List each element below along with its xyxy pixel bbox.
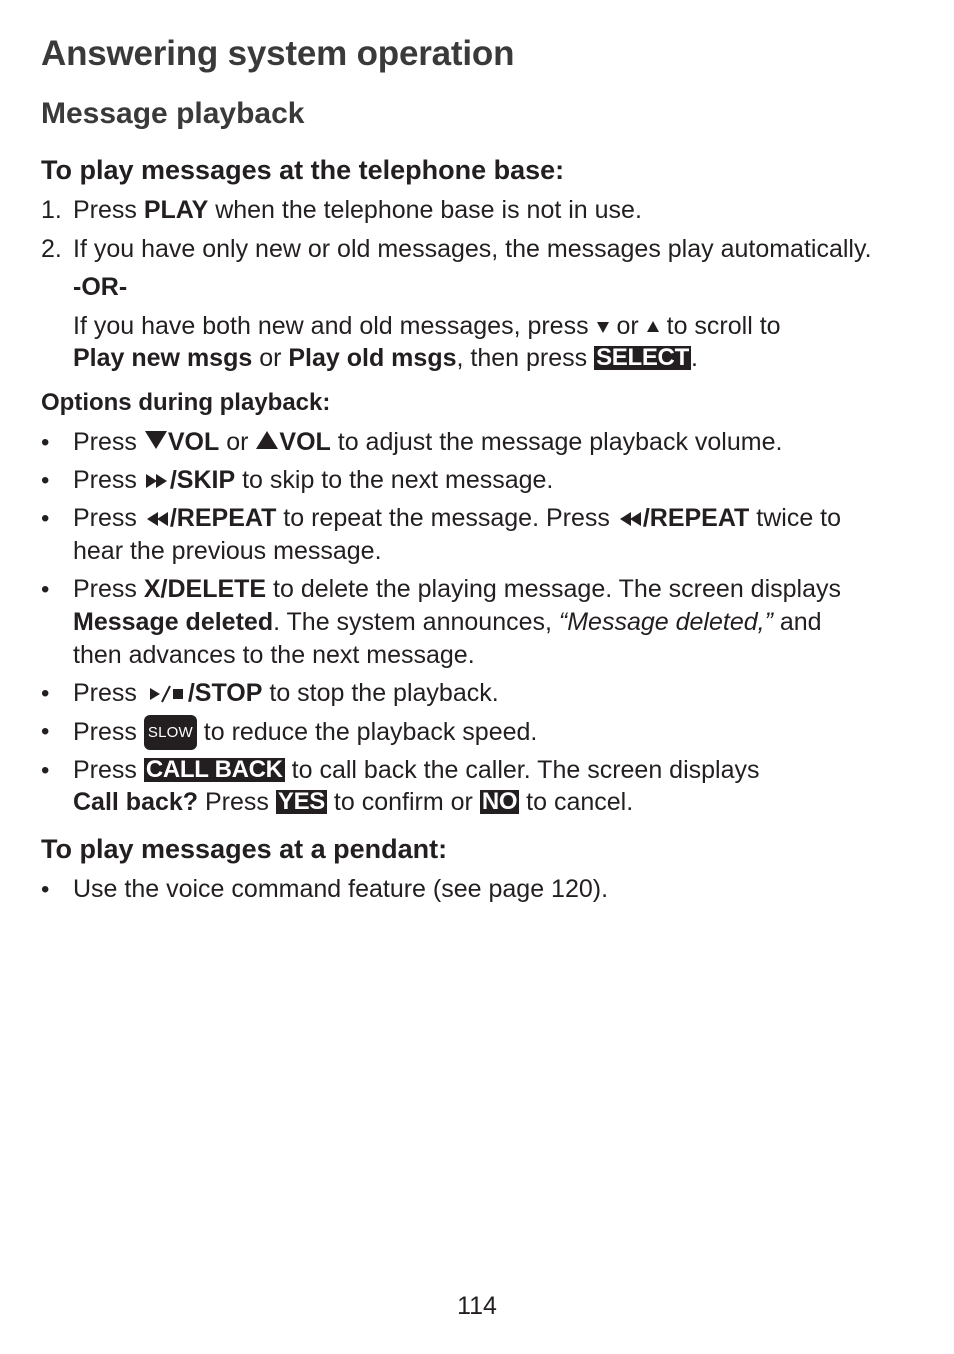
step-number-1: 1. xyxy=(41,196,62,224)
pendant-heading: To play messages at a pendant: xyxy=(41,834,448,864)
step-1: Press PLAY when the telephone base is not in use. xyxy=(73,196,642,224)
step-2-alt-options: Play new msgs or Play old msgs, then press SELECT. xyxy=(73,344,698,372)
play-old-msgs: Play old msgs xyxy=(288,344,457,372)
option-stop: Press /STOP to stop the playback. xyxy=(73,679,499,707)
bullet: • xyxy=(41,876,50,903)
page-title: Answering system operation xyxy=(41,34,515,73)
down-arrow-icon xyxy=(596,320,610,334)
option-delete-cont-2: then advances to the next message. xyxy=(73,641,475,669)
bullet: • xyxy=(41,429,50,456)
bullet: • xyxy=(41,757,50,784)
call-back-softkey: CALL BACK xyxy=(145,756,283,783)
play-stop-icon xyxy=(148,685,188,703)
option-callback-cont: Call back? Press YES to confirm or NO to cancel. xyxy=(73,788,634,816)
select-softkey: SELECT xyxy=(596,344,689,371)
step-number-2: 2. xyxy=(41,235,62,263)
bullet: • xyxy=(41,680,50,707)
options-heading: Options during playback: xyxy=(41,389,331,416)
option-volume: Press VOL or VOL to adjust the message playback volume. xyxy=(73,428,783,456)
fast-forward-icon xyxy=(144,472,170,490)
option-callback: Press CALL BACK to call back the caller. The screen displays xyxy=(73,756,760,784)
bullet: • xyxy=(41,467,50,494)
option-repeat: Press /REPEAT to repeat the message. Press /REPEAT twice to xyxy=(73,504,842,532)
page-number: 114 xyxy=(457,1292,497,1320)
option-slow: Press SLOW to reduce the playback speed. xyxy=(73,715,923,750)
pendant-item: Use the voice command feature (see page 120). xyxy=(73,875,609,903)
option-repeat-cont: hear the previous message. xyxy=(73,537,382,565)
base-heading: To play messages at the telephone base: xyxy=(41,155,565,185)
bullet: • xyxy=(41,718,50,745)
slow-key: SLOW xyxy=(144,715,197,750)
bullet: • xyxy=(41,505,50,532)
no-softkey: NO xyxy=(481,788,518,815)
section-title: Message playback xyxy=(41,97,305,130)
volume-down-icon xyxy=(144,430,168,450)
play-new-msgs: Play new msgs xyxy=(73,344,253,372)
play-key: PLAY xyxy=(143,196,209,224)
or-separator: -OR- xyxy=(73,273,128,301)
option-skip: Press /SKIP to skip to the next message. xyxy=(73,466,554,494)
bullet: • xyxy=(41,576,50,603)
option-delete-cont: Message deleted. The system announces, “Message deleted,” and xyxy=(73,608,822,636)
step-2-alt: If you have both new and old messages, press or to scroll to xyxy=(73,312,781,340)
rewind-icon xyxy=(144,510,170,528)
step-2: If you have only new or old messages, the messages play automatically. xyxy=(73,235,872,263)
rewind-icon xyxy=(617,510,643,528)
option-delete: Press X/DELETE to delete the playing message. The screen displays xyxy=(73,575,841,603)
up-arrow-icon xyxy=(646,320,660,334)
yes-softkey: YES xyxy=(277,788,325,815)
volume-up-icon xyxy=(255,430,279,450)
